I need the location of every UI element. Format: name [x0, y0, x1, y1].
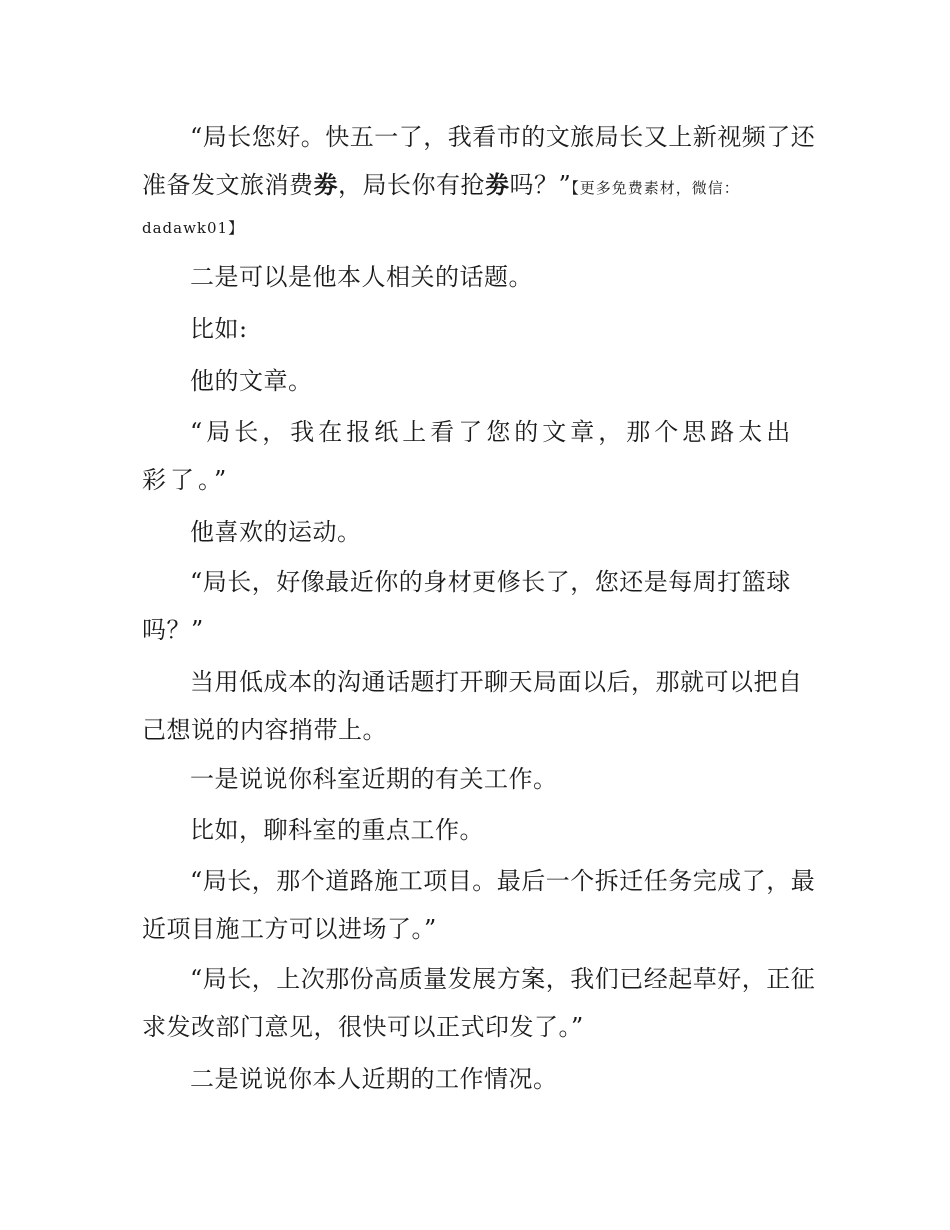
paragraph-12: “局长，上次那份高质量发展方案，我们已经起草好，正征求发改部门意见，很快可以正式印发了。” — [142, 965, 816, 1041]
paragraph-7: “局长，好像最近你的身材更修长了，您还是每周打篮球吗？” — [142, 568, 791, 644]
paragraph-6: 他喜欢的运动。 — [190, 518, 362, 546]
paragraph-1-text-b: ，局长你有抢 — [338, 171, 485, 199]
paragraph-3: 比如: — [190, 315, 248, 343]
paragraph-9: 一是说说你科室近期的有关工作。 — [190, 765, 558, 793]
paragraph-13: 二是说说你本人近期的工作情况。 — [190, 1065, 558, 1093]
promo-note: 【更多免费素材，微信： — [571, 179, 740, 197]
paragraph-10: 比如，聊科室的重点工作。 — [190, 816, 484, 844]
promo-note-end: dadawk01】 — [142, 219, 245, 237]
paragraph-8: 当用低成本的沟通话题打开聊天局面以后，那就可以把自己想说的内容捎带上。 — [142, 668, 803, 744]
paragraph-1-bold-char-2: 劵 — [485, 170, 510, 199]
paragraph-11: “局长，那个道路施工项目。最后一个拆迁任务完成了，最近项目施工方可以进场了。” — [142, 867, 816, 943]
paragraph-2: 二是可以是他本人相关的话题。 — [190, 263, 533, 291]
paragraph-1-text-c: 吗？” — [509, 171, 572, 199]
paragraph-1 — [142, 113, 818, 244]
paragraph-1-text-a: “局长您好。快五一了，我看市的文旅局长又上新视频了还准备发文旅消费 — [142, 123, 816, 199]
paragraph-5: “局长，我在报纸上看了您的文章，那个思路太出彩了。” — [142, 418, 795, 494]
paragraph-1-bold-char-1: 劵 — [313, 170, 338, 199]
paragraph-4: 他的文章。 — [190, 367, 313, 395]
